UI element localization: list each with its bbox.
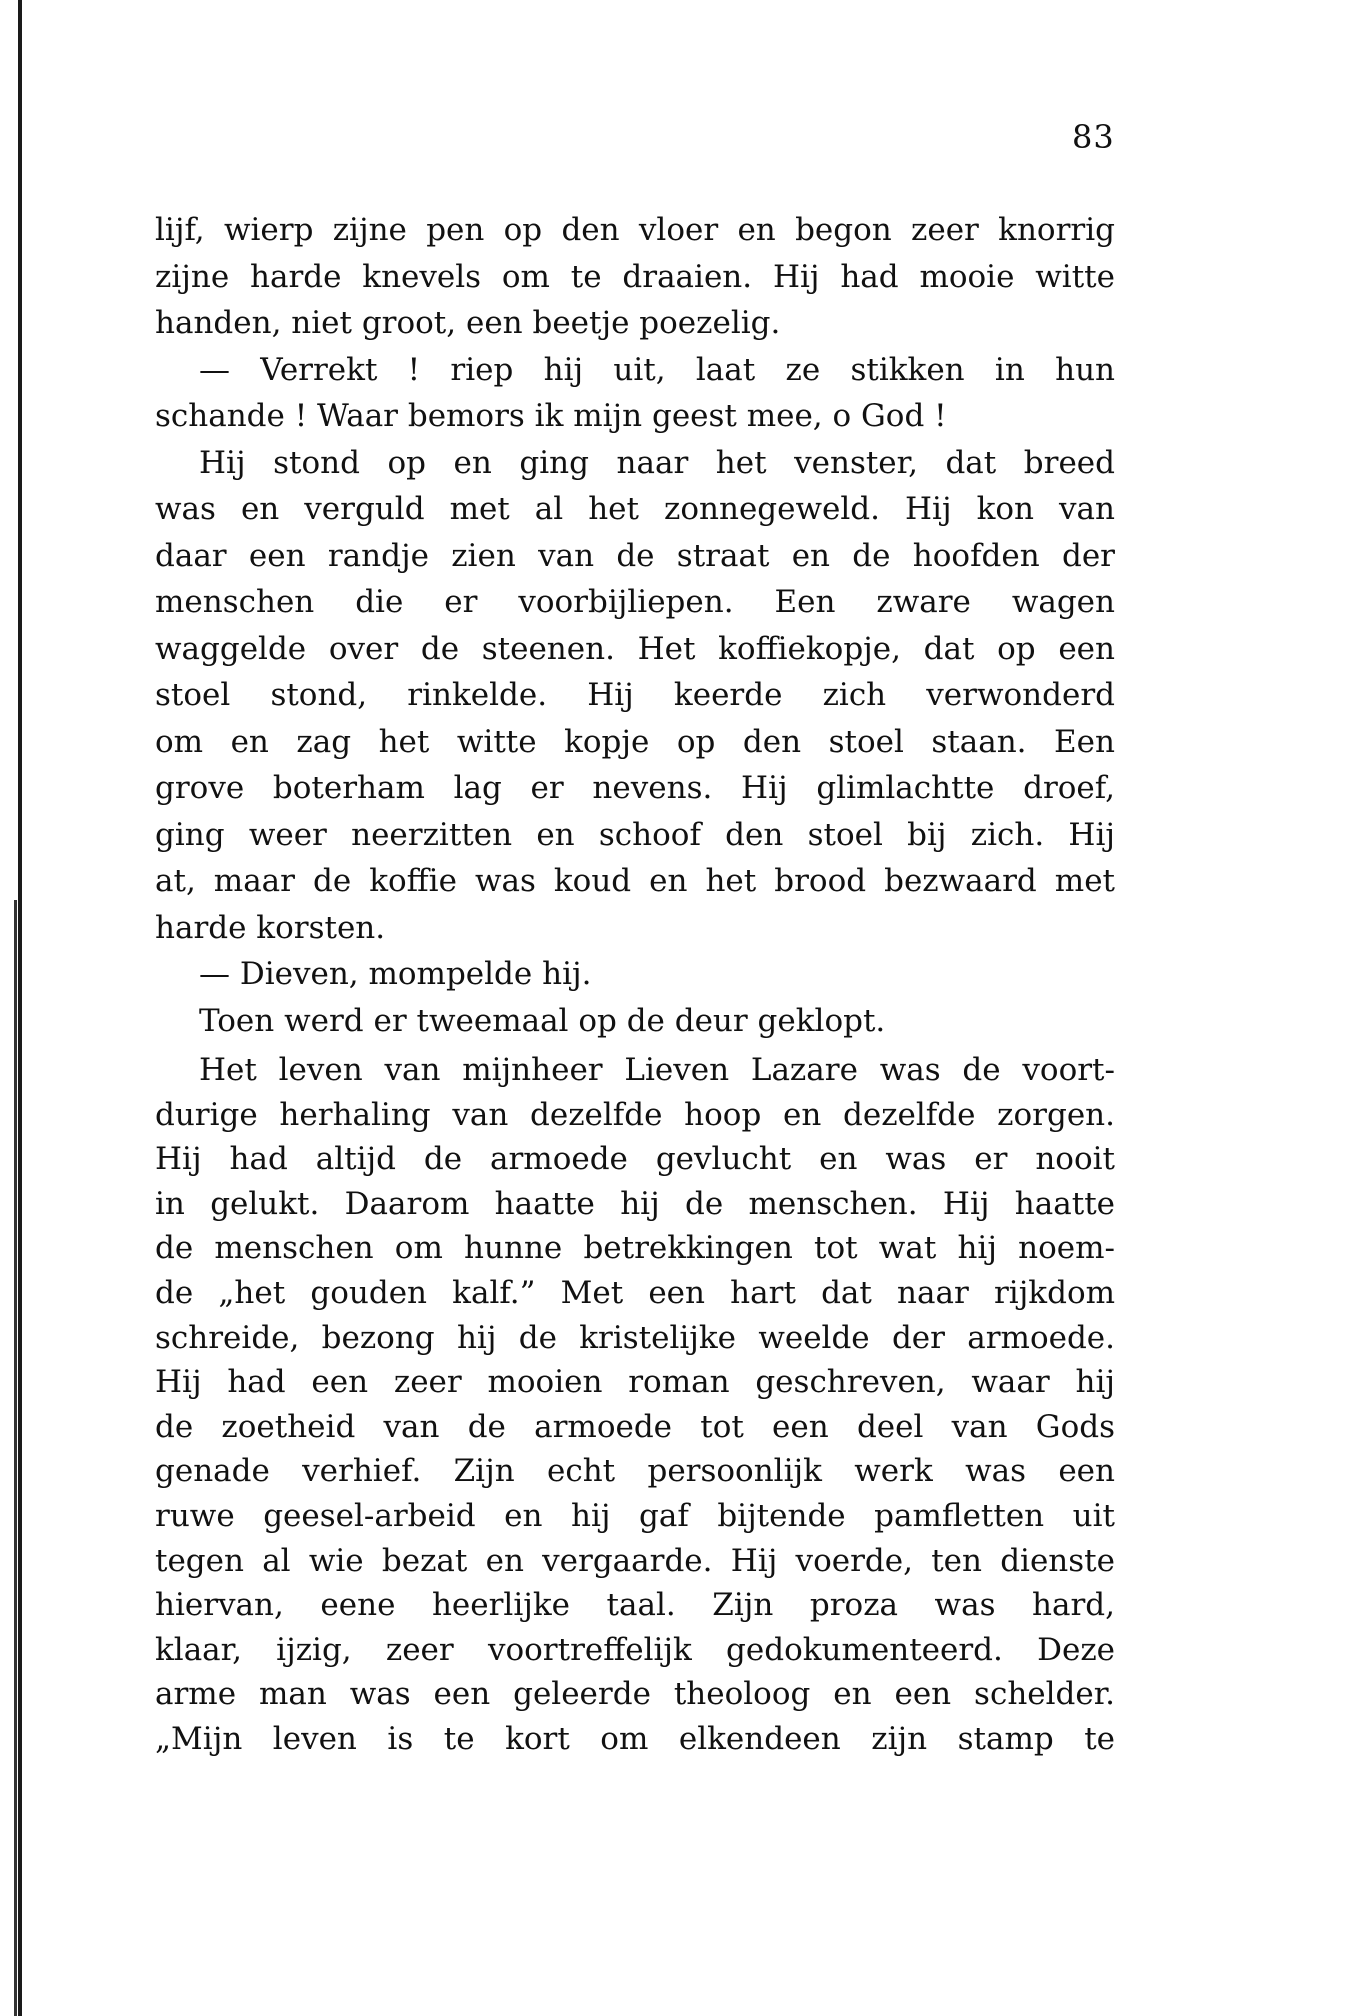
text-line: durige herhaling van dezelfde hoop en dezelfde zorgen.	[155, 1096, 1115, 1133]
text-line: de menschen om hunne betrekkingen tot wat hij noem-	[155, 1230, 1115, 1267]
text-line: in gelukt. Daarom haatte hij de menschen. Hij haatte	[155, 1185, 1115, 1222]
text-line: lijf, wierp zijne pen op den vloer en begon zeer knorrig	[155, 212, 1115, 248]
text-line: ruwe geesel-arbeid en hij gaf bijtende pamfletten uit	[155, 1497, 1115, 1534]
text-line: Toen werd er tweemaal op de deur geklopt.	[199, 1002, 886, 1039]
text-line: was en verguld met al het zonnegeweld. Hij kon van	[155, 491, 1115, 527]
paragraph-1	[155, 207, 1115, 1044]
text-line: — Dieven, mompelde hij.	[199, 956, 592, 992]
text-line: harde korsten.	[155, 909, 386, 946]
paragraph-2	[155, 1048, 1115, 1762]
page-binding-edge	[18, 0, 22, 2016]
text-line: waggelde over de steenen. Het koffiekopje, dat op een	[155, 630, 1115, 667]
text-line: hiervan, eene heerlijke taal. Zijn proza was hard,	[155, 1587, 1115, 1624]
text-line: Hij had een zeer mooien roman geschreven, waar hij	[155, 1364, 1115, 1401]
text-line: Hij stond op en ging naar het venster, dat breed	[199, 444, 1115, 481]
text-line: menschen die er voorbijliepen. Een zware wagen	[155, 584, 1115, 620]
page-number: 83	[1072, 118, 1115, 156]
text-line: Het leven van mijnheer Lieven Lazare was de voort-	[199, 1052, 1115, 1088]
text-line: grove boterham lag er nevens. Hij glimlachtte droef,	[155, 770, 1115, 806]
text-line: — Verrekt ! riep hij uit, laat ze stikken in hun	[199, 351, 1115, 388]
text-line: arme man was een geleerde theoloog en een schelder.	[155, 1676, 1115, 1713]
text-line: „Mijn leven is te kort om elkendeen zijn stamp te	[155, 1720, 1115, 1757]
text-line: Hij had altijd de armoede gevlucht en was er nooit	[155, 1141, 1115, 1178]
text-line: stoel stond, rinkelde. Hij keerde zich verwonderd	[155, 677, 1115, 713]
text-line: ging weer neerzitten en schoof den stoel bij zich. Hij	[155, 816, 1115, 853]
text-line: klaar, ijzig, zeer voortreffelijk gedokumenteerd. Deze	[155, 1631, 1115, 1668]
text-line: schande ! Waar bemors ik mijn geest mee, o God !	[155, 398, 947, 434]
text-line: de zoetheid van de armoede tot een deel van Gods	[155, 1408, 1115, 1445]
text-line: tegen al wie bezat en vergaarde. Hij voerde, ten dienste	[155, 1542, 1115, 1579]
text-line: handen, niet groot, een beetje poezelig.	[155, 305, 781, 341]
text-line: at, maar de koffie was koud en het brood bezwaard met	[155, 863, 1115, 899]
page-binding-edge-lower	[14, 900, 17, 2016]
text-line: daar een randje zien van de straat en de hoofden der	[155, 537, 1115, 574]
text-line: schreide, bezong hij de kristelijke weelde der armoede.	[155, 1319, 1115, 1356]
text-line: zijne harde knevels om te draaien. Hij had mooie witte	[155, 258, 1115, 295]
text-line: om en zag het witte kopje op den stoel staan. Een	[155, 723, 1115, 760]
text-line: de „het gouden kalf.” Met een hart dat naar rijkdom	[155, 1274, 1115, 1311]
text-line: genade verhief. Zijn echt persoonlijk werk was een	[155, 1453, 1115, 1490]
